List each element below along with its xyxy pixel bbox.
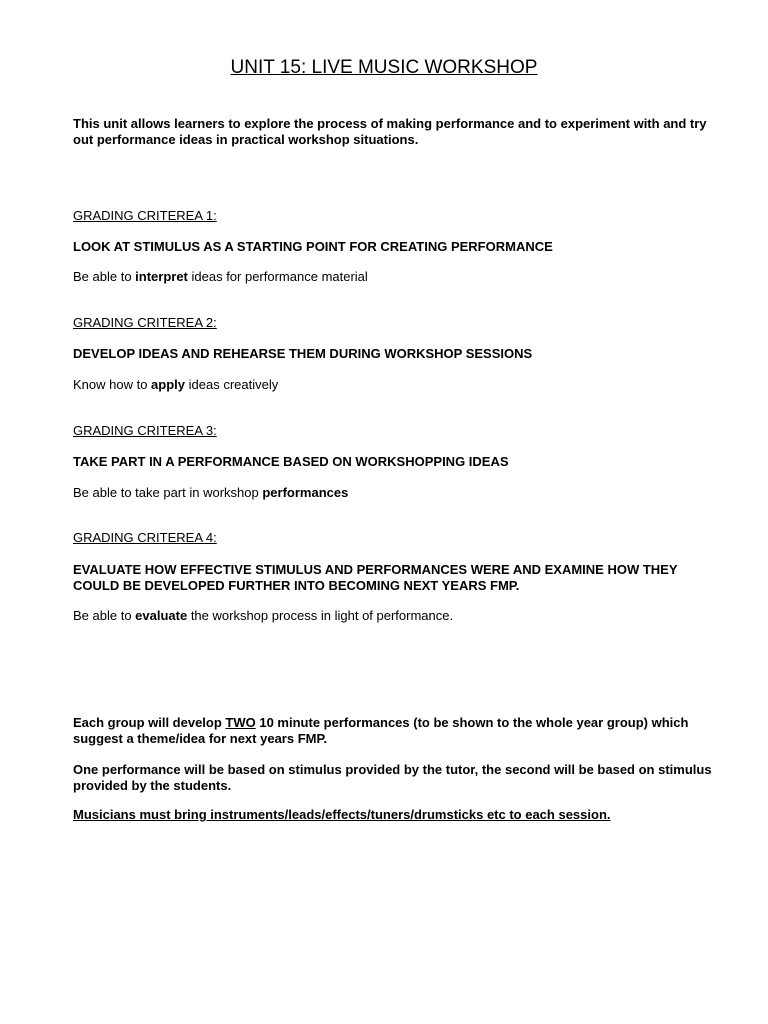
criterion-4-statement: EVALUATE HOW EFFECTIVE STIMULUS AND PERFORMANCES WERE AND EXAMINE HOW THEY COULD BE DEVELOPED FURTHER INTO BECOMING NEXT YEARS FMP. (73, 562, 678, 593)
criterion-3-heading: GRADING CRITEREA 3: (73, 423, 217, 438)
group-note-post: 10 minute performances (to be shown to the whole year group) which suggest a theme/idea for next years FMP. (73, 715, 689, 746)
criterion-3-outcome-key: performances (262, 485, 349, 500)
group-note-key: TWO (225, 715, 256, 730)
criterion-3-outcome (73, 485, 723, 501)
criterion-1-outcome (73, 269, 723, 285)
criterion-2-statement: DEVELOP IDEAS AND REHEARSE THEM DURING WORKSHOP SESSIONS (73, 346, 533, 361)
criterion-4-outcome (73, 608, 723, 624)
musicians-note: Musicians must bring instruments/leads/effects/tuners/drumsticks etc to each session. (73, 807, 611, 822)
criterion-2-outcome-key: apply (151, 377, 186, 392)
criterion-2-outcome-pre: Know how to (73, 377, 152, 392)
criterion-3-statement: TAKE PART IN A PERFORMANCE BASED ON WORKSHOPPING IDEAS (73, 454, 509, 469)
criterion-4-heading: GRADING CRITEREA 4: (73, 530, 217, 545)
criterion-4-outcome-post: the workshop process in light of performance. (187, 608, 454, 623)
criterion-3-outcome-pre: Be able to take part in workshop (73, 485, 263, 500)
criterion-2-outcome-post: ideas creatively (185, 377, 279, 392)
criterion-4-outcome-key: evaluate (135, 608, 188, 623)
criterion-1-heading: GRADING CRITEREA 1: (73, 208, 217, 223)
criterion-1-outcome-key: interpret (135, 269, 188, 284)
criterion-1-statement: LOOK AT STIMULUS AS A STARTING POINT FOR CREATING PERFORMANCE (73, 239, 553, 254)
stimulus-note: One performance will be based on stimulus provided by the tutor, the second will be based on stimulus provided by the students. (73, 762, 712, 793)
group-performance-note (73, 715, 723, 747)
criterion-1-outcome-pre: Be able to (73, 269, 136, 284)
criterion-4-outcome-pre: Be able to (73, 608, 136, 623)
page-title: UNIT 15: LIVE MUSIC WORKSHOP (230, 57, 538, 78)
criterion-1-outcome-post: ideas for performance material (187, 269, 368, 284)
intro-paragraph: This unit allows learners to explore the process of making performance and to experiment with and try out performance ideas in practical workshop situations. (73, 116, 707, 147)
group-note-pre: Each group will develop (73, 715, 226, 730)
criterion-2-heading: GRADING CRITEREA 2: (73, 315, 217, 330)
criterion-2-outcome (73, 377, 723, 393)
